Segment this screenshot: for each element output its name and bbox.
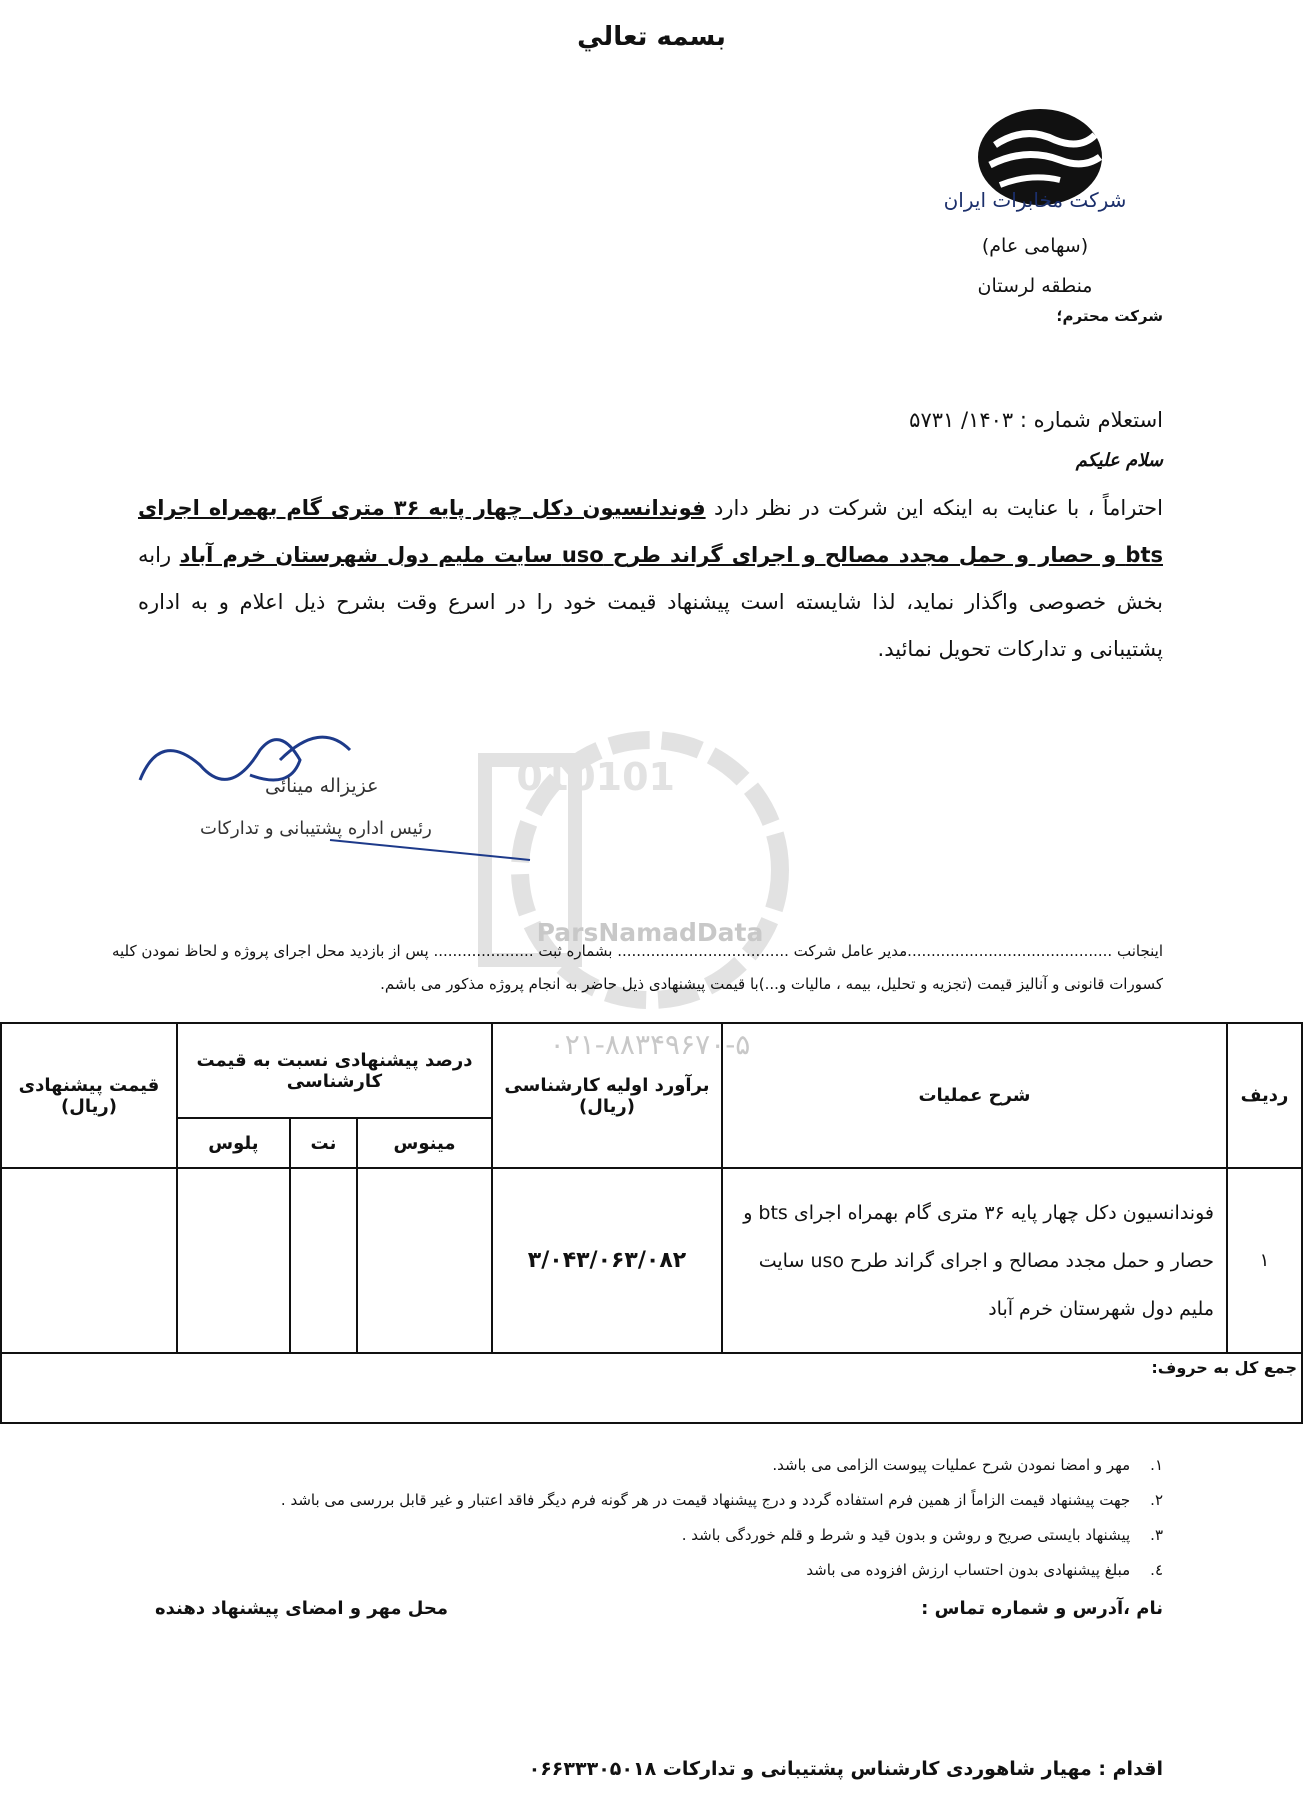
header-offer-label: قیمت پیشنهادی — [18, 1074, 160, 1096]
name-address-label: نام ،آدرس و شماره تماس : — [921, 1598, 1163, 1619]
signer-title: رئیس اداره پشتیبانی و تدارکات — [200, 818, 432, 839]
action-line: اقدام : مهیار شاهوردی کارشناس پشتیبانی و تدارکات ۰۶۶۳۳۳۰۵۰۱۸ — [528, 1758, 1163, 1780]
header-offer-unit: (ریال) — [60, 1095, 117, 1117]
note-text: مبلغ پیشنهادی بدون احتساب ارزش افزوده می باشد — [806, 1561, 1131, 1579]
watermark-brand: ParsNamadData — [536, 918, 764, 947]
body-intro: احتراماً ، با عنایت به اینکه این شرکت در نظر دارد — [705, 496, 1163, 520]
addressee: شرکت محترم؛ — [1056, 307, 1163, 325]
header-estimate-unit: (ریال) — [579, 1095, 635, 1117]
list-item — [63, 1483, 1163, 1518]
list-item — [63, 1553, 1163, 1588]
list-item — [63, 1448, 1163, 1483]
header-estimate-label: برآورد اولیه کارشناسی — [504, 1074, 710, 1096]
price-table — [0, 1022, 1303, 1424]
cell-estimate: ۳/۰۴۳/۰۶۳/۰۸۲ — [492, 1168, 722, 1353]
header-estimate — [492, 1023, 722, 1168]
header-row-number: ردیف — [1227, 1023, 1302, 1168]
declaration-line-1: اینجانب ...........................................مدیر عامل شرکت .................................... بشماره ثبت ..................... پس از بازدید محل اجرای پروژه و لحاظ نمودن کلیه — [111, 942, 1163, 960]
cell-offer[interactable] — [1, 1168, 177, 1353]
header-plus: پلوس — [177, 1118, 290, 1168]
header-operation: شرح عملیات — [722, 1023, 1227, 1168]
header-minus: مینوس — [357, 1118, 492, 1168]
note-number: ۳. — [1150, 1526, 1163, 1544]
header-percent: درصد پیشنهادی نسبت به قیمت کارشناسی — [177, 1023, 492, 1118]
cell-net[interactable] — [290, 1168, 357, 1353]
company-name: شرکت مخابرات ایران — [943, 188, 1127, 212]
total-in-words: جمع کل به حروف: — [1, 1353, 1302, 1423]
table-row — [1, 1168, 1302, 1353]
note-number: ۱. — [1150, 1456, 1163, 1474]
watermark-phone: ۰۲۱-۸۸۳۴۹۶۷۰-۵ — [549, 1028, 751, 1061]
company-type: (سهامی عام) — [981, 235, 1089, 257]
note-text: پیشنهاد بایستی صریح و روشن و بدون قید و شرط و قلم خوردگی باشد . — [681, 1526, 1131, 1544]
note-number: ۲. — [1150, 1491, 1163, 1509]
note-text: جهت پیشنهاد قیمت الزاماً از همین فرم استفاده گردد و درج پیشنهاد قیمت در هر گونه فرم دیگر فاقد اعتبار و غیر قابل بررسی می باشد . — [280, 1491, 1131, 1509]
header-net: نت — [290, 1118, 357, 1168]
declaration-line-2: کسورات قانونی و آنالیز قیمت (تجزیه و تحلیل، بیمه ، مالیات و...)با قیمت پیشنهادی ذیل حاضر به انجام پروژه مذکور می باشم. — [380, 975, 1163, 993]
body-subject: فوندانسیون دکل چهار پایه ۳۶ متری گام بهمراه اجرای bts و حصار و حمل مجدد مصالح و اجرای گراند طرح uso سایت ملیم دول شهرستان خرم آباد — [138, 496, 1163, 567]
letter-body — [138, 485, 1163, 673]
document-title: بسمه تعالي — [577, 22, 726, 52]
inquiry-number: استعلام شماره : ۱۴۰۳/ ۵۷۳۱ — [909, 408, 1163, 432]
note-number: ٤. — [1150, 1561, 1163, 1579]
body-rest: رابه بخش خصوصی واگذار نماید، لذا شایسته است پیشنهاد قیمت خود را در اسرع وقت بشرح ذیل اعلام و به اداره پشتیبانی و تدارکات تحویل نمائید. — [138, 543, 1163, 661]
cell-minus[interactable] — [357, 1168, 492, 1353]
note-text: مهر و امضا نمودن شرح عملیات پیوست الزامی می باشد. — [772, 1456, 1131, 1474]
notes-list — [63, 1448, 1163, 1588]
stamp-place-label: محل مهر و امضای پیشنهاد دهنده — [155, 1598, 448, 1619]
greeting: سلام علیکم — [1075, 450, 1163, 471]
signer-name: عزیزاله مینائی — [265, 775, 379, 797]
cell-plus[interactable] — [177, 1168, 290, 1353]
company-region: منطقه لرستان — [977, 275, 1093, 297]
cell-row-number: ۱ — [1227, 1168, 1302, 1353]
cell-operation: فوندانسیون دکل چهار پایه ۳۶ متری گام بهمراه اجرای bts و حصار و حمل مجدد مصالح و اجرای گراند طرح uso سایت ملیم دول شهرستان خرم آباد — [722, 1168, 1227, 1353]
header-offer — [1, 1023, 177, 1168]
list-item — [63, 1518, 1163, 1553]
watermark-binary: 010101 — [516, 755, 675, 799]
